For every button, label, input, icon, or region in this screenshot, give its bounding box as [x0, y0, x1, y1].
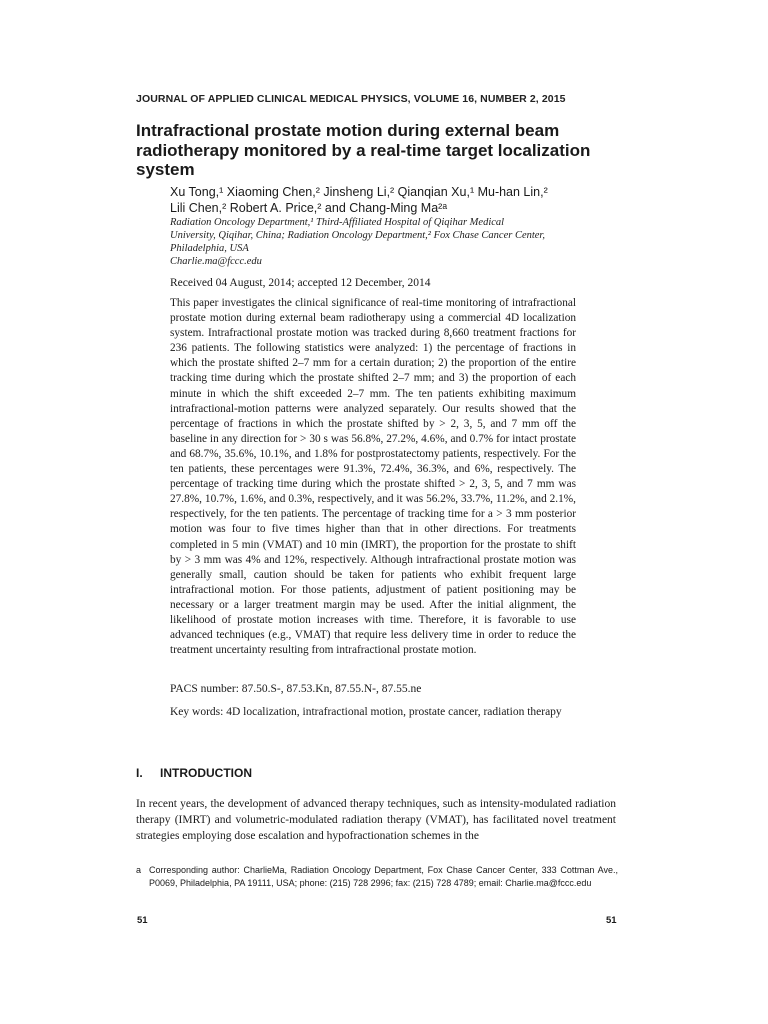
abstract: This paper investigates the clinical significance of real-time monitoring of intrafractional prostate motion during external beam radiotherapy using a commercial 4D localization system. Intrafractional prostate motion was tracked during 8,660 treatment fractions for 236 patients. The following statistics were analyzed: 1) the percentage of fractions in which the prostate shifted 2–7 mm for a certain duration; 2) the proportion of the entire tracking time during which the prostate shifted 2–7 mm; and 3) the proportion of each minute in which the shift exceeded 2–7 mm. The ten patients exhibiting maximum intrafractional-motion patterns were analyzed separately. Our results showed that the percentage of fractions in which the prostate shifted by > 2, 3, 5, and 7 mm off the baseline in any direction for > 30 s was 56.8%, 27.2%, 4.6%, and 0.7% for intact prostate and 68.7%, 35.6%, 10.1%, and 1.8% for postprostatectomy patients, respectively. For the ten patients, these percentages were 91.3%, 72.4%, 36.3%, and 6%, respectively. The percentage of tracking time during which the prostate shifted > 2, 3, 5, and 7 mm was 27.8%, 10.7%, 1.6%, and 0.3%, respectively, and it was 56.2%, 33.7%, 11.2%, and 2.1%, respectively, for the ten patients. The percentage of tracking time for a > 3 mm posterior motion was four to five times higher than that in other directions. For treatments completed in 5 min (VMAT) and 10 min (IMRT), the proportion for the prostate to shift by > 3 mm was 4% and 12%, respectively. Although intrafractional prostate motion was generally small, caution should be taken for patients who exhibit frequent large intrafractional motion. For those patients, adjustment of patient positioning may be necessary or a larger treatment margin may be used. After the initial alignment, the likelihood of prostate motion increases with time. Therefore, it is favorable to use advanced techniques (e.g., VMAT) that require less delivery time in order to reduce the treatment uncertainty resulting from intrafractional prostate motion. — [170, 297, 576, 657]
page-number-left: 51 — [137, 915, 148, 926]
pacs-numbers: PACS number: 87.50.S-, 87.53.Kn, 87.55.N-, 87.55.ne — [170, 683, 422, 695]
journal-header: JOURNAL OF APPLIED CLINICAL MEDICAL PHYSICS, VOLUME 16, NUMBER 2, 2015 — [136, 93, 566, 105]
introduction-paragraph: In recent years, the development of advanced therapy techniques, such as intensity-modulated radiation therapy (IMRT) and volumetric-modulated radiation therapy (VMAT), has facilitated novel treatment strategies employing dose escalation and hypofractionation schemes in the — [136, 798, 616, 842]
footnote — [136, 864, 618, 890]
received-dates: Received 04 August, 2014; accepted 12 December, 2014 — [170, 277, 431, 289]
affiliation-line-1: Radiation Oncology Department,¹ Third-Affiliated Hospital of Qiqihar Medical — [170, 217, 505, 228]
section-heading-introduction — [136, 766, 436, 780]
author-line-2: Lili Chen,² Robert A. Price,² and Chang-Ming Ma²ᵃ — [170, 201, 447, 215]
article-title: Intrafractional prostate motion during external beam radiotherapy monitored by a real-time target localization system — [136, 121, 591, 179]
section-number: I. — [136, 766, 143, 780]
affiliation-line-2: University, Qiqihar, China; Radiation Oncology Department,² Fox Chase Cancer Center, — [170, 230, 545, 241]
affiliations — [170, 216, 590, 268]
author-line-1: Xu Tong,¹ Xiaoming Chen,² Jinsheng Li,² Qianqian Xu,¹ Mu-han Lin,² — [170, 185, 548, 199]
affiliation-line-3: Philadelphia, USA — [170, 243, 249, 254]
footnote-mark: a — [136, 865, 142, 875]
section-title: INTRODUCTION — [160, 766, 252, 780]
keywords: Key words: 4D localization, intrafractional motion, prostate cancer, radiation therapy — [170, 706, 562, 718]
author-list — [170, 184, 610, 216]
page-number-right: 51 — [606, 915, 617, 926]
author-email: Charlie.ma@fccc.edu — [170, 256, 262, 267]
footnote-text: Corresponding author: CharlieMa, Radiation Oncology Department, Fox Chase Cancer Center, 333 Cottman Ave., P0069, Philadelphia, PA 19111, USA; phone: (215) 728 2996; fax: (215) 728 4789; email: Charlie.ma@fccc.edu — [149, 865, 618, 888]
